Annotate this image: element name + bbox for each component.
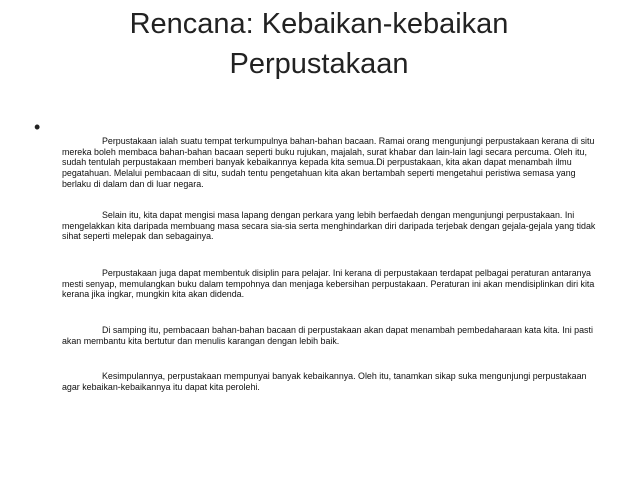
paragraph-vocabulary: Di samping itu, pembacaan bahan-bahan bacaan di perpustakaan akan dapat menambah pembedaharaan kata kita. Ini pasti akan membantu kita bertutur dan menulis karangan dengan lebih baik. [62, 325, 593, 346]
slide-title: Rencana: Kebaikan-kebaikan Perpustakaan [129, 8, 509, 80]
paragraph-discipline: Perpustakaan juga dapat membentuk disiplin para pelajar. Ini kerana di perpustakaan terdapat pelbagai peraturan antaranya mesti senyap, memulangkan buku dalam tempohnya dan menjaga kebersihan perpustakaan. Peraturan ini akan mendisiplinkan diri kita kerana jika ingkar, mungkin kita akan didenda. [62, 268, 595, 300]
paragraph-conclusion: Kesimpulannya, perpustakaan mempunyai banyak kebaikannya. Oleh itu, tanamkan sikap suka mengunjungi perpustakaan agar kebaikan-kebaikannya itu dapat kita perolehi. [62, 371, 587, 392]
paragraph-intro: Perpustakaan ialah suatu tempat terkumpulnya bahan-bahan bacaan. Ramai orang mengunjungi perpustakaan kerana di situ mereka boleh membaca bahan-bahan bacaan seperti buku rujukan, majalah, surat khabar dan lain-lain lagi secara percuma. Oleh itu, sudah tentulah perpustakaan memberi banyak kebaikannya kepada kita semua.Di perpustakaan, kita akan dapat menambah ilmu pegatahuan. Melalui pembacaan di situ, sudah tentu pengetahuan kita akan bertambah seperti mengetahui peristiwa semasa yang berlaku di dalam dan di luar negara. [62, 136, 595, 189]
paragraph-leisure: Selain itu, kita dapat mengisi masa lapang dengan perkara yang lebih berfaedah dengan mengunjungi perpustakaan. Ini mengelakkan kita daripada membuang masa secara sia-sia serta menghindarkan diri daripada terjebak dengan gejala-gejala yang tidak sihat seperti melepak dan sebagainya. [62, 210, 596, 242]
bullet-marker: • [34, 117, 41, 137]
